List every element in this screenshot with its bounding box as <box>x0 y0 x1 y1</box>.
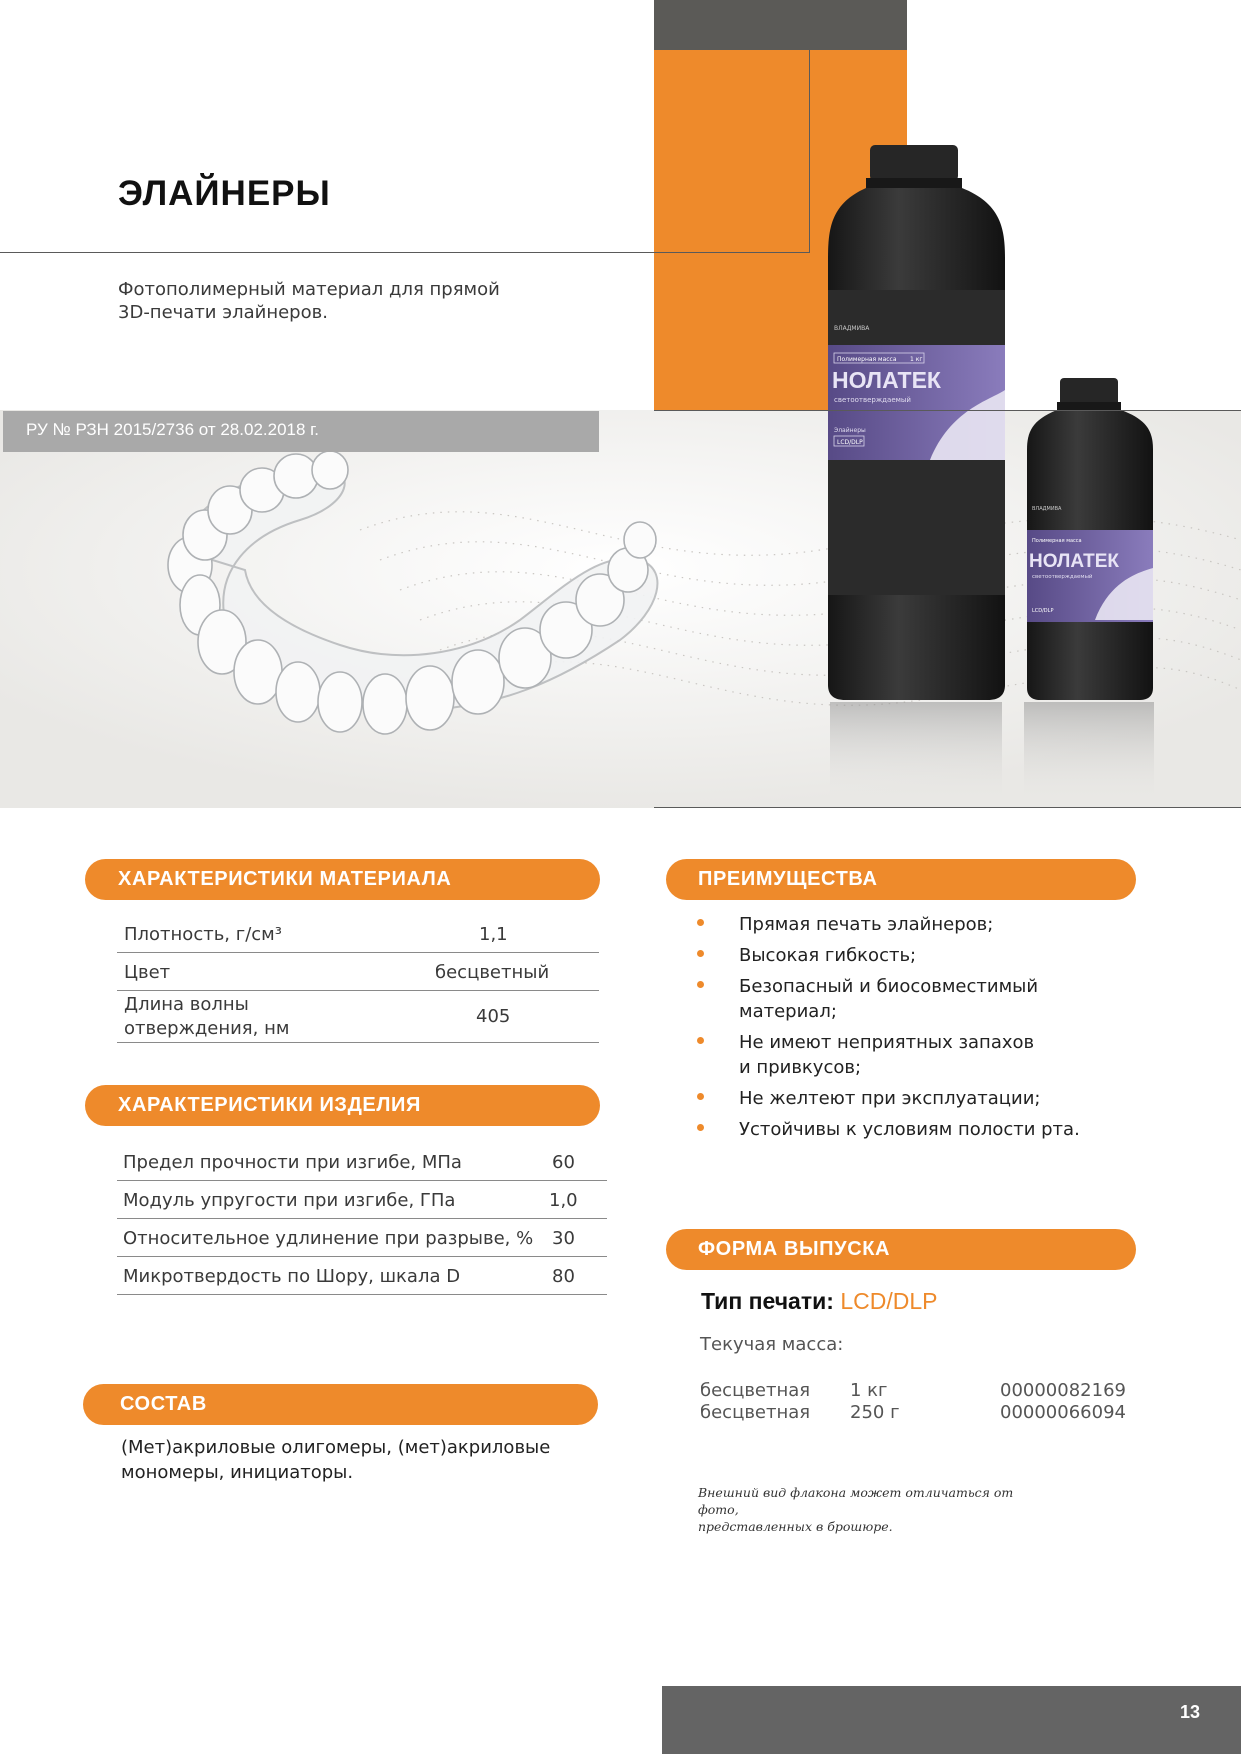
spec-value: 60 <box>552 1152 575 1173</box>
spec-label: Плотность, г/см³ <box>124 924 282 945</box>
package-size: 250 г <box>850 1402 900 1423</box>
spec-label-line: отверждения, нм <box>124 1018 290 1039</box>
product-specs-title: ХАРАКТЕРИСТИКИ ИЗДЕЛИЯ <box>118 1094 421 1116</box>
footer-bar <box>662 1686 1241 1754</box>
bottle-descriptor: светоотверждаемый <box>834 396 911 404</box>
bullet-icon <box>697 950 704 957</box>
list-item <box>739 1086 1159 1111</box>
advantage-line: Не имеют неприятных запахов <box>739 1032 1035 1053</box>
bullet-icon <box>697 919 704 926</box>
spec-value: бесцветный <box>435 962 550 983</box>
spec-label: Относительное удлинение при разрыве, % <box>123 1228 534 1249</box>
bullet-icon <box>697 1124 704 1131</box>
bottle-purpose: Элайнеры <box>834 427 866 434</box>
table-row <box>117 1219 607 1257</box>
note-line: Внешний вид флакона может отличаться от фото, <box>698 1485 1014 1517</box>
small-bottle <box>1027 378 1153 700</box>
page-subtitle <box>118 278 558 324</box>
disclaimer-note <box>698 1484 1038 1535</box>
list-item <box>739 943 1159 968</box>
advantage-line: материал; <box>739 1001 837 1022</box>
table-row <box>117 991 599 1043</box>
advantage-line: Прямая печать элайнеров; <box>739 914 994 935</box>
spec-label: Предел прочности при изгибе, МПа <box>123 1152 462 1173</box>
spec-value: 405 <box>476 1006 511 1027</box>
large-bottle <box>828 145 1005 700</box>
advantage-line: Не желтеют при эксплуатации; <box>739 1088 1041 1109</box>
print-type-line <box>701 1288 937 1315</box>
bottle-category: Полимерная масса <box>837 356 897 363</box>
table-row <box>117 953 599 991</box>
subtitle-line: Фотополимерный материал для прямой <box>118 279 500 300</box>
note-line: представленных в брошюре. <box>698 1519 893 1534</box>
large-bottle-reflection <box>830 702 1154 808</box>
hero-divider-bottom <box>654 807 1241 808</box>
print-type-value: LCD/DLP <box>840 1288 938 1314</box>
bullet-icon <box>697 981 704 988</box>
spec-value: 30 <box>552 1228 575 1249</box>
header-divider <box>0 252 810 253</box>
package-code: 00000066094 <box>1000 1402 1126 1423</box>
bullet-icon <box>697 1093 704 1100</box>
spec-label: Микротвердость по Шору, шкала D <box>123 1266 461 1287</box>
bullet-icon <box>697 1037 704 1044</box>
package-color: бесцветная <box>700 1380 811 1401</box>
bottle-print-type: LCD/DLP <box>837 439 863 446</box>
bottle-brand: ВЛАДМИВА <box>834 325 870 332</box>
bottle-category-small: Полимерная масса <box>1032 538 1082 544</box>
package-row <box>700 1402 1130 1424</box>
page-title: ЭЛАЙНЕРЫ <box>118 174 331 213</box>
spec-value: 1,1 <box>479 924 508 945</box>
material-specs-table <box>117 915 599 1043</box>
package-size: 1 кг <box>850 1380 888 1401</box>
table-row <box>117 915 599 953</box>
spec-label: Цвет <box>124 962 171 983</box>
table-row <box>117 1143 607 1181</box>
top-gray-block <box>654 0 907 50</box>
list-item <box>739 912 1159 937</box>
table-row <box>117 1257 607 1295</box>
spec-label <box>124 993 289 1041</box>
composition-line: (Мет)акриловые олигомеры, (мет)акриловые <box>121 1437 551 1458</box>
list-item <box>739 1030 1159 1080</box>
spec-value: 80 <box>552 1266 575 1287</box>
table-row <box>117 1181 607 1219</box>
print-type-label: Тип печати: <box>701 1288 834 1314</box>
subtitle-line: 3D-печати элайнеров. <box>118 302 328 323</box>
list-item <box>739 974 1159 1024</box>
package-list <box>700 1380 1130 1424</box>
advantage-line: Высокая гибкость; <box>739 945 917 966</box>
bottle-print-type-small: LCD/DLP <box>1032 608 1054 614</box>
list-item <box>739 1117 1159 1142</box>
package-color: бесцветная <box>700 1402 811 1423</box>
page-number: 13 <box>1180 1702 1201 1722</box>
hero-divider-top <box>654 410 1241 411</box>
product-bottles <box>810 140 1230 710</box>
mass-label: Текучая масса: <box>700 1334 844 1355</box>
bottle-product-name-small: НОЛАТЕК <box>1029 551 1120 572</box>
spec-label-line: Длина волны <box>124 994 249 1015</box>
composition-title: СОСТАВ <box>120 1393 207 1415</box>
registration-number: РУ № РЗН 2015/2736 от 28.02.2018 г. <box>26 420 320 439</box>
product-specs-table <box>117 1143 607 1295</box>
advantage-line: Безопасный и биосовместимый <box>739 976 1039 997</box>
bottle-volume: 1 кг <box>910 356 923 363</box>
composition-line: мономеры, инициаторы. <box>121 1462 354 1483</box>
material-specs-title: ХАРАКТЕРИСТИКИ МАТЕРИАЛА <box>118 868 452 890</box>
package-code: 00000082169 <box>1000 1380 1126 1401</box>
package-row <box>700 1380 1130 1402</box>
advantage-line: и привкусов; <box>739 1057 862 1078</box>
composition-text <box>121 1435 550 1485</box>
advantage-line: Устойчивы к условиям полости рта. <box>739 1119 1080 1140</box>
spec-value: 1,0 <box>549 1190 578 1211</box>
bottle-brand-small: ВЛАДМИВА <box>1032 506 1062 512</box>
bottle-descriptor-small: светоотверждаемый <box>1032 574 1093 580</box>
advantages-title: ПРЕИМУЩЕСТВА <box>698 868 878 890</box>
bottle-product-name: НОЛАТЕК <box>832 367 941 393</box>
spec-label: Модуль упругости при изгибе, ГПа <box>123 1190 456 1211</box>
release-form-title: ФОРМА ВЫПУСКА <box>698 1238 891 1260</box>
